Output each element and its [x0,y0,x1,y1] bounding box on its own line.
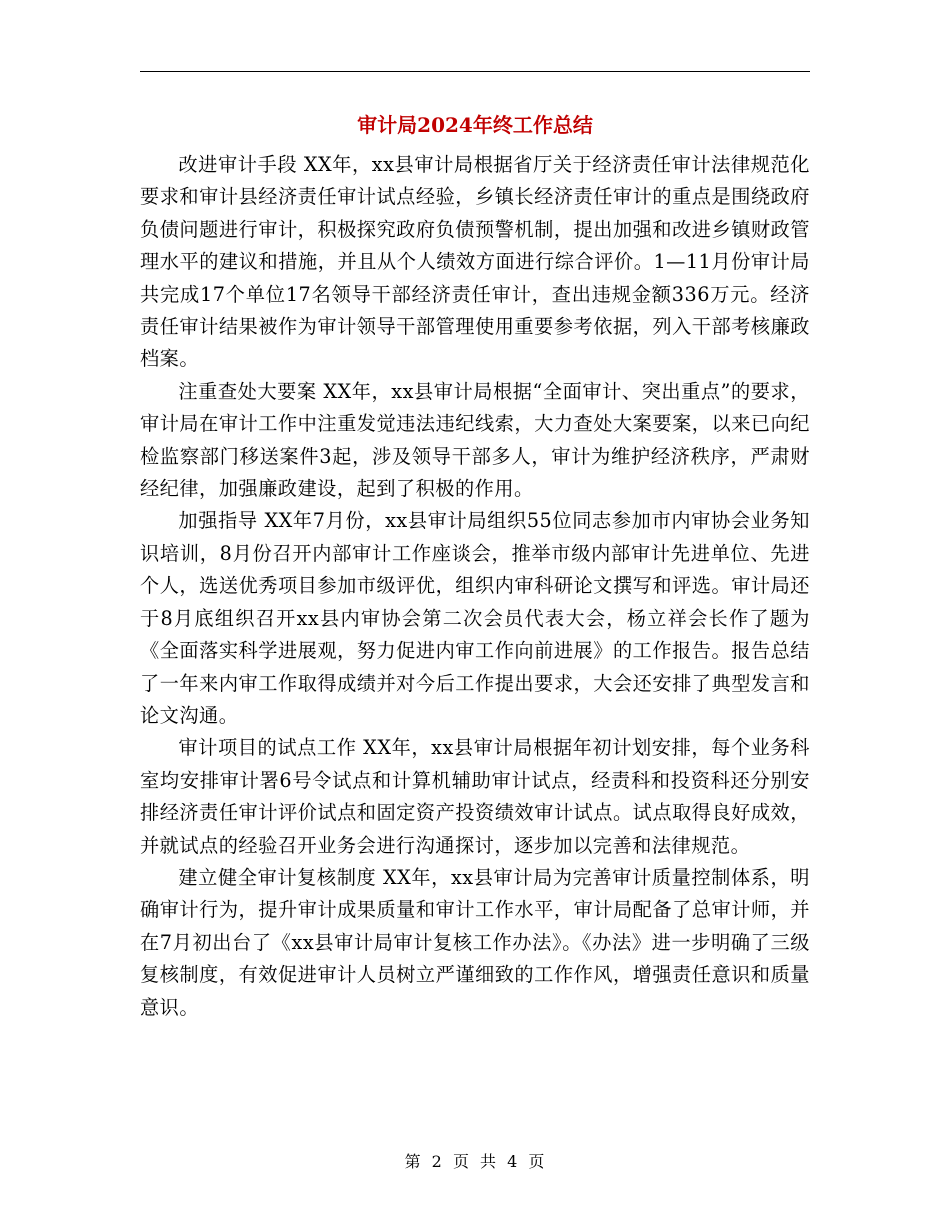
page-number: 第 2 页 共 4 页 [404,1152,546,1171]
paragraph-major-cases: 注重查处大要案 XX年，xx县审计局根据“全面审计、突出重点”的要求，审计局在审计工作中注重发觉违法违纪线索，大力查处大案要案，以来已向纪检监察部门移送案件3起，涉及领导干部多人，审计为维护经济秩序，严肃财经纪律，加强廉政建设，起到了积极的作用。 [140,379,810,501]
paragraph-audit-methods: 改进审计手段 XX年，xx县审计局根据省厅关于经济责任审计法律规范化要求和审计县经济责任审计试点经验，乡镇长经济责任审计的重点是围绕政府负债问题进行审计，积极探究政府负债预警机制，提出加强和改进乡镇财政管理水平的建议和措施，并且从个人绩效方面进行综合评价。1—11月份审计局共完成17个单位17名领导干部经济责任审计，查出违规金额336万元。经济责任审计结果被作为审计领导干部管理使用重要参考依据，列入干部考核廉政档案。 [140,153,810,371]
document-title: 审计局2024年终工作总结 [357,113,593,137]
header-rule [140,71,810,72]
paragraph-guidance: 加强指导 XX年7月份，xx县审计局组织55位同志参加市内审协会业务知识培训，8月份召开内部审计工作座谈会，推举市级内部审计先进单位、先进个人，选送优秀项目参加市级评优，组织内审科研论文撰写和评选。审计局还于8月底组织召开xx县内审协会第二次会员代表大会，杨立祥会长作了题为《全面落实科学进展观，努力促进内审工作向前进展》的工作报告。报告总结了一年来内审工作取得成绩并对今后工作提出要求，大会还安排了典型发言和论文沟通。 [140,509,810,727]
paragraph-pilot-work: 审计项目的试点工作 XX年，xx县审计局根据年初计划安排，每个业务科室均安排审计署6号令试点和计算机辅助审计试点，经责科和投资科还分别安排经济责任审计评价试点和固定资产投资绩效审计试点。试点取得良好成效，并就试点的经验召开业务会进行沟通探讨，逐步加以完善和法律规范。 [140,736,810,857]
document-body [140,149,810,1024]
paragraph-review-system: 建立健全审计复核制度 XX年，xx县审计局为完善审计质量控制体系，明确审计行为，提升审计成果质量和审计工作水平，审计局配备了总审计师，并在7月初出台了《xx县审计局审计复核工作办法》。《办法》进一步明确了三级复核制度，有效促进审计人员树立严谨细致的工作作风，增强责任意识和质量意识。 [140,865,810,1019]
